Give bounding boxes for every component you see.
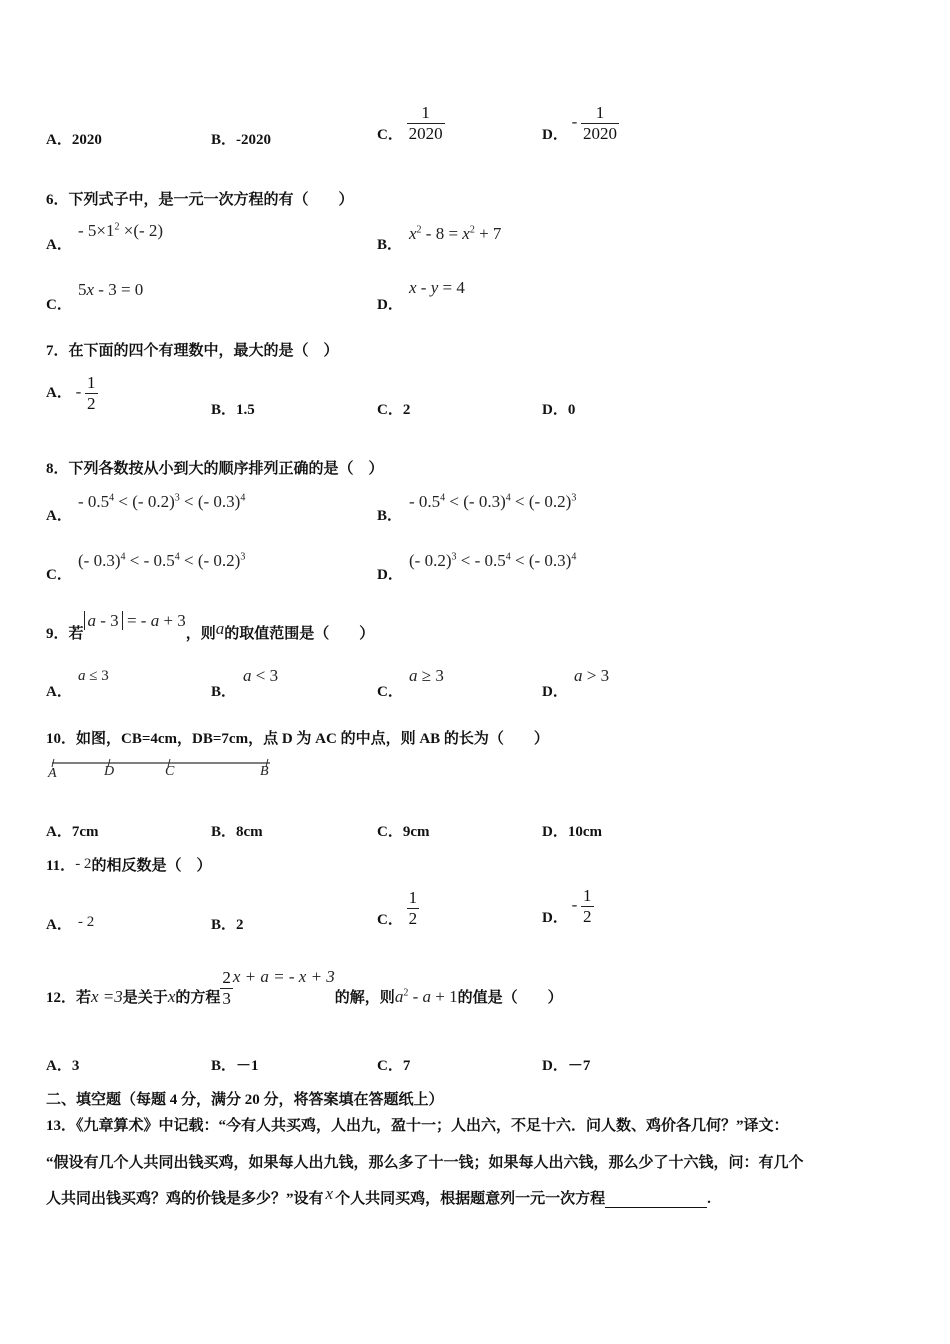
q10-line-figure (44, 755, 284, 787)
q8-option-c-label: C． (46, 567, 72, 583)
q8-option-a-label: A． (46, 508, 72, 524)
q7-stem: 7．在下面的四个有理数中，最大的是（ ） (46, 343, 339, 359)
q11-option-a-value: - 2 (78, 914, 95, 930)
q9-equation: a - 3 = - a + 3 (84, 611, 186, 630)
q12-stem: 12．若x =3是关于x的方程 $\frac{2}{3}$ x + a = - x + 3的解，则$a^2 - a + 1$的值是（ ） (46, 966, 563, 1008)
q9-option-d-expr: a > 3 (574, 666, 610, 685)
q13-line3: 人共同出钱买鸡？鸡的价钱是多少？”设有 x 个人共同买鸡，根据题意列一元一次方程 . (46, 1184, 711, 1207)
q7-fraction-a: $\frac{1}{2}$ (87, 373, 96, 413)
q11-stem: 11．- 2的相反数是（ ） (46, 856, 212, 874)
q9-option-a-expr: a ≤ 3 (78, 668, 109, 684)
q9-stem: 9．若a - 3 = - a + 3，则a的取值范围是（ ） (46, 611, 375, 642)
q6-option-b-label: B． (377, 237, 403, 253)
q12-option-d: D．－7 (542, 1058, 591, 1074)
answer-blank[interactable] (605, 1193, 707, 1208)
q5-option-a: A．2020 (46, 132, 102, 148)
q9-option-b-label: B． (211, 684, 237, 700)
q8-option-c-expr: (- 0.3)$^4$ < - $0.5^4$ < (- 0.2)$^3$ (78, 551, 246, 570)
q6-option-d-expr: x - y = 4 (409, 278, 465, 297)
q7-option-d: D．0 (542, 402, 576, 418)
point-b-label: B (260, 764, 269, 779)
q5-option-b: B．-2020 (211, 132, 272, 148)
q5-option-c: C． $\frac{1}{2020}$ (377, 103, 443, 143)
point-c-label: C (165, 764, 175, 779)
q12-expression: $a^2 - a + 1$ (394, 986, 458, 1006)
q6-option-a-label: A． (46, 237, 72, 253)
q6-option-d-label: D． (377, 297, 403, 313)
q8-option-b-label: B． (377, 508, 403, 524)
q12-fraction: $\frac{2}{3}$ (222, 968, 231, 1008)
q9-option-d-label: D． (542, 684, 568, 700)
q7-option-b: B．1.5 (211, 402, 255, 418)
q9-option-a-label: A． (46, 684, 72, 700)
q8-option-d-expr: (- 0.2)$^3$ < - $0.5^4$ < (- 0.3)$^4$ (409, 551, 577, 570)
q5-option-d: D． - $\frac{1}{2020}$ (542, 103, 618, 143)
q8-option-b-expr: - $0.5^4$ < (- 0.3)$^4$ < (- 0.2)$^3$ (409, 492, 577, 511)
q11-option-a-label: A． (46, 917, 72, 933)
point-d-label: D (104, 764, 115, 779)
q5-fraction-c: $\frac{1}{2020}$ (408, 103, 443, 143)
q8-stem: 8．下列各数按从小到大的顺序排列正确的是（ ） (46, 461, 384, 477)
q7-option-a: A． - $\frac{1}{2}$ (46, 373, 96, 413)
q11-option-d: D． - $\frac{1}{2}$ (542, 886, 592, 926)
q8-option-d-label: D． (377, 567, 403, 583)
q6-stem: 6．下列式子中，是一元一次方程的有（ ） (46, 192, 354, 208)
q11-option-c: C． $\frac{1}{2}$ (377, 888, 418, 928)
q10-stem: 10．如图，CB=4cm，DB=7cm，点 D 为 AC 的中点，则 AB 的长为（ ） (46, 731, 549, 747)
q12-option-b: B．－1 (211, 1058, 259, 1074)
q9-option-b-expr: a < 3 (243, 666, 279, 685)
q6-option-c-expr: 5x - 3 = 0 (78, 280, 144, 299)
q13-line2: “假设有几个人共同出钱买鸡，如果每人出九钱，那么多了十一钱；如果每人出六钱，那么少了十六钱，问：有几个 (46, 1155, 804, 1171)
q10-option-a: A．7cm (46, 824, 99, 840)
q12-option-a: A．3 (46, 1058, 80, 1074)
q9-option-c-label: C． (377, 684, 403, 700)
q7-option-c: C．2 (377, 402, 411, 418)
point-a-label: A (48, 766, 57, 781)
q9-option-c-expr: a ≥ 3 (409, 666, 444, 685)
q8-option-a-expr: - $0.5^4$ < (- 0.2)$^3$ < (- 0.3)$^4$ (78, 492, 246, 511)
q10-option-b: B．8cm (211, 824, 263, 840)
q12-option-c: C．7 (377, 1058, 411, 1074)
q11-option-b: B．2 (211, 917, 244, 933)
q6-option-b-expr: $x^2 - 8 = x^2 + 7$ (409, 224, 502, 243)
q10-option-c: C．9cm (377, 824, 430, 840)
q6-option-c-label: C． (46, 297, 72, 313)
q10-option-d: D．10cm (542, 824, 602, 840)
q6-option-a-expr: - $5\times 1^2$ ×(- 2) (78, 221, 164, 240)
q11-fraction-d: $\frac{1}{2}$ (583, 886, 592, 926)
q13-line1: 13．《九章算术》中记载：“今有人共买鸡，人出九，盈十一；人出六，不足十六．问人数、鸡价各几何？”译文： (46, 1118, 789, 1134)
q5-fraction-d: $\frac{1}{2020}$ (583, 103, 618, 143)
q11-fraction-c: $\frac{1}{2}$ (408, 888, 418, 928)
section2-heading: 二、填空题（每题 4 分，满分 20 分，将答案填在答题纸上） (46, 1092, 444, 1108)
